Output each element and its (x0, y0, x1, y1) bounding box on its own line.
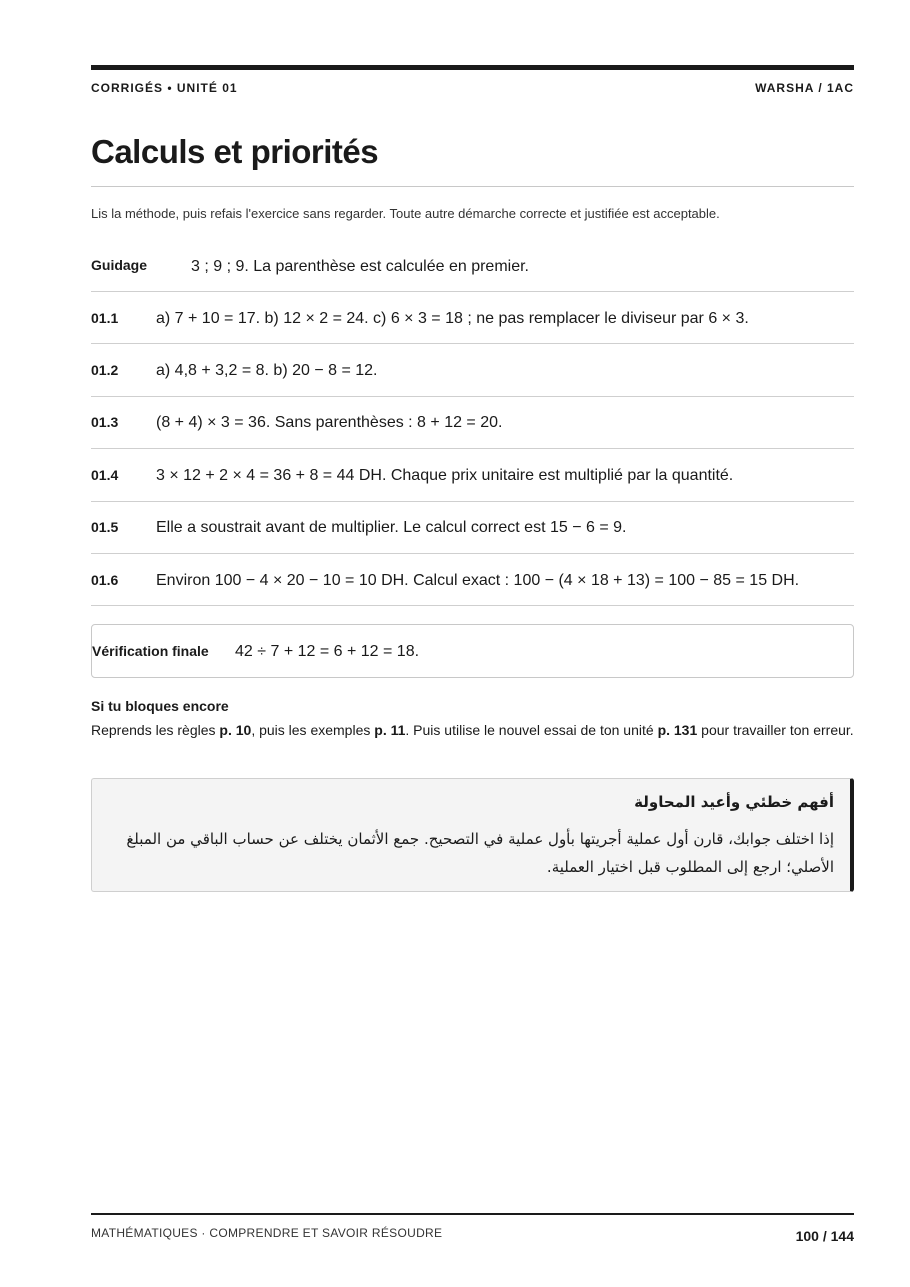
row-divider (91, 448, 854, 449)
page-reference: p. 131 (657, 722, 698, 738)
guidage-text: 3 ; 9 ; 9. La parenthèse est calculée en premier. (191, 258, 529, 275)
page-reference: p. 11 (374, 722, 406, 738)
page-reference: p. 10 (219, 722, 252, 738)
row-divider (91, 501, 854, 502)
answer-label: 01.3 (91, 414, 119, 430)
answer-label: 01.1 (91, 310, 119, 326)
help-text (91, 719, 854, 741)
row-divider (91, 396, 854, 397)
page-title: Calculs et priorités (91, 133, 379, 170)
answer-text: 3 × 12 + 2 × 4 = 36 + 8 = 44 DH. Chaque prix unitaire est multiplié par la quantité. (156, 467, 734, 484)
header-section-label: CORRIGÉS • UNITÉ 01 (91, 81, 238, 95)
answer-label: 01.2 (91, 362, 119, 378)
help-text-part: , puis les exemples (251, 722, 375, 738)
answer-text: Elle a soustrait avant de multiplier. Le calcul correct est 15 − 6 = 9. (156, 519, 627, 536)
row-divider (91, 343, 854, 344)
row-divider (91, 553, 854, 554)
title-divider (91, 186, 854, 187)
help-text-part: . Puis utilise le nouvel essai de ton unité (405, 722, 658, 738)
page-header (91, 81, 854, 95)
row-divider (91, 291, 854, 292)
help-title: Si tu bloques encore (91, 698, 229, 714)
answer-label: 01.6 (91, 572, 119, 588)
row-divider (91, 605, 854, 606)
answer-label: 01.4 (91, 467, 119, 483)
answer-text: a) 4,8 + 3,2 = 8. b) 20 − 8 = 12. (156, 362, 378, 379)
header-book-label: WARSHA / 1AC (755, 81, 854, 95)
answer-label: 01.5 (91, 519, 119, 535)
help-text-part: pour travailler ton erreur. (697, 722, 854, 738)
arabic-help-box (91, 778, 854, 892)
arabic-box-text: إذا اختلف جوابك، قارن أول عملية أجريتها بأول عملية في التصحيح. جمع الأثمان يختلف عن حساب الباقي من المبلغ الأصلي؛ ارجع إلى المطلوب قبل اختيار العملية. (126, 830, 834, 876)
final-check-box (91, 624, 854, 678)
footer-rule (91, 1213, 854, 1215)
guidage-label: Guidage (91, 257, 148, 273)
footer-book-title: MATHÉMATIQUES · COMPRENDRE ET SAVOIR RÉSOUDRE (91, 1226, 443, 1240)
final-check-label: Vérification finale (92, 643, 209, 659)
answer-text: a) 7 + 10 = 17. b) 12 × 2 = 24. c) 6 × 3 = 18 ; ne pas remplacer le diviseur par 6 × 3. (156, 310, 749, 327)
final-check-text: 42 ÷ 7 + 12 = 6 + 12 = 18. (235, 643, 420, 660)
answer-text: (8 + 4) × 3 = 36. Sans parenthèses : 8 + 12 = 20. (156, 414, 503, 431)
page-number: 100 / 144 (795, 1228, 854, 1244)
help-text-part: Reprends les règles (91, 722, 220, 738)
top-rule (91, 65, 854, 70)
answer-text: Environ 100 − 4 × 20 − 10 = 10 DH. Calcul exact : 100 − (4 × 18 + 13) = 100 − 85 = 15 DH. (156, 572, 800, 589)
arabic-box-title: أفهم خطئي وأعيد المحاولة (634, 793, 834, 811)
intro-text: Lis la méthode, puis refais l'exercice sans regarder. Toute autre démarche correcte et justifiée est acceptable. (91, 206, 720, 221)
